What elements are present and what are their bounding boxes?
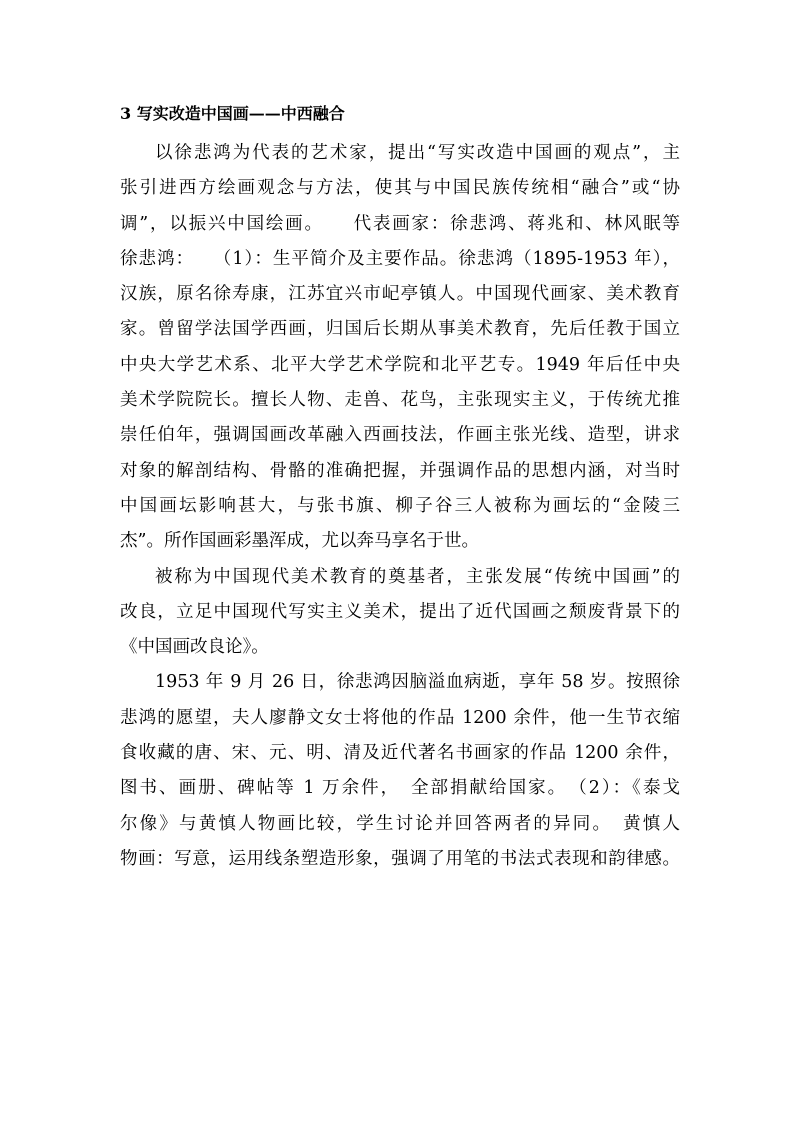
paragraph-line: 崇任伯年，强调国画改革融入西画技法，作画主张光线、造型，讲求: [120, 425, 680, 446]
paragraph-line: 改良，立足中国现代写实主义美术，提出了近代国画之颓废背景下的: [120, 601, 680, 622]
paragraph-line: 食收藏的唐、宋、元、明、清及近代著名书画家的作品 1200 余件，: [120, 743, 680, 764]
section-heading: 3 写实改造中国画——中西融合: [120, 104, 345, 123]
paragraph-line: 图书、画册、碑帖等 1 万余件， 全部捐献给国家。 （2）：《泰戈: [120, 778, 680, 799]
paragraph-line: 家。曾留学法国学西画，归国后长期从事美术教育，先后任教于国立: [120, 319, 680, 340]
paragraph-line: 美术学院院长。擅长人物、走兽、花鸟，主张现实主义，于传统尤推: [120, 390, 680, 411]
paragraph-line: 调”，以振兴中国绘画。 代表画家：徐悲鸿、蒋兆和、林风眠等: [120, 213, 680, 234]
paragraph-line: 物画：写意，运用线条塑造形象，强调了用笔的书法式表现和韵律感。: [120, 848, 680, 869]
paragraph-line: 尔像》与黄慎人物画比较，学生讨论并回答两者的异同。 黄慎人: [120, 813, 680, 834]
paragraph-line: 悲鸿的愿望，夫人廖静文女士将他的作品 1200 余件，他一生节衣缩: [120, 707, 680, 728]
paragraph-line: 《中国画改良论》。: [120, 637, 269, 658]
paragraph-line: 中央大学艺术系、北平大学艺术学院和北平艺专。1949 年后任中央: [120, 354, 680, 375]
paragraph-line: 汉族，原名徐寿康，江苏宜兴市屺亭镇人。中国现代画家、美术教育: [120, 284, 680, 305]
paragraph-line: 以徐悲鸿为代表的艺术家，提出“写实改造中国画的观点”，主: [155, 143, 680, 163]
paragraph-line: 被称为中国现代美术教育的奠基者，主张发展“传统中国画”的: [155, 566, 680, 587]
paragraph-line: 1953 年 9 月 26 日，徐悲鸿因脑溢血病逝，享年 58 岁。按照徐: [155, 672, 680, 693]
paragraph-line: 杰”。所作国画彩墨浑成，尤以奔马享名于世。: [120, 531, 479, 552]
paragraph-line: 中国画坛影响甚大，与张书旗、柳子谷三人被称为画坛的“金陵三: [120, 495, 680, 516]
document-page: [120, 104, 680, 877]
paragraph-line: 徐悲鸿： （1）：生平简介及主要作品。徐悲鸿（1895-1953 年），: [120, 248, 680, 269]
paragraph-line: 对象的解剖结构、骨骼的准确把握，并强调作品的思想内涵，对当时: [120, 460, 680, 481]
paragraph-line: 张引进西方绘画观念与方法，使其与中国民族传统相“融合”或“协: [120, 178, 680, 199]
